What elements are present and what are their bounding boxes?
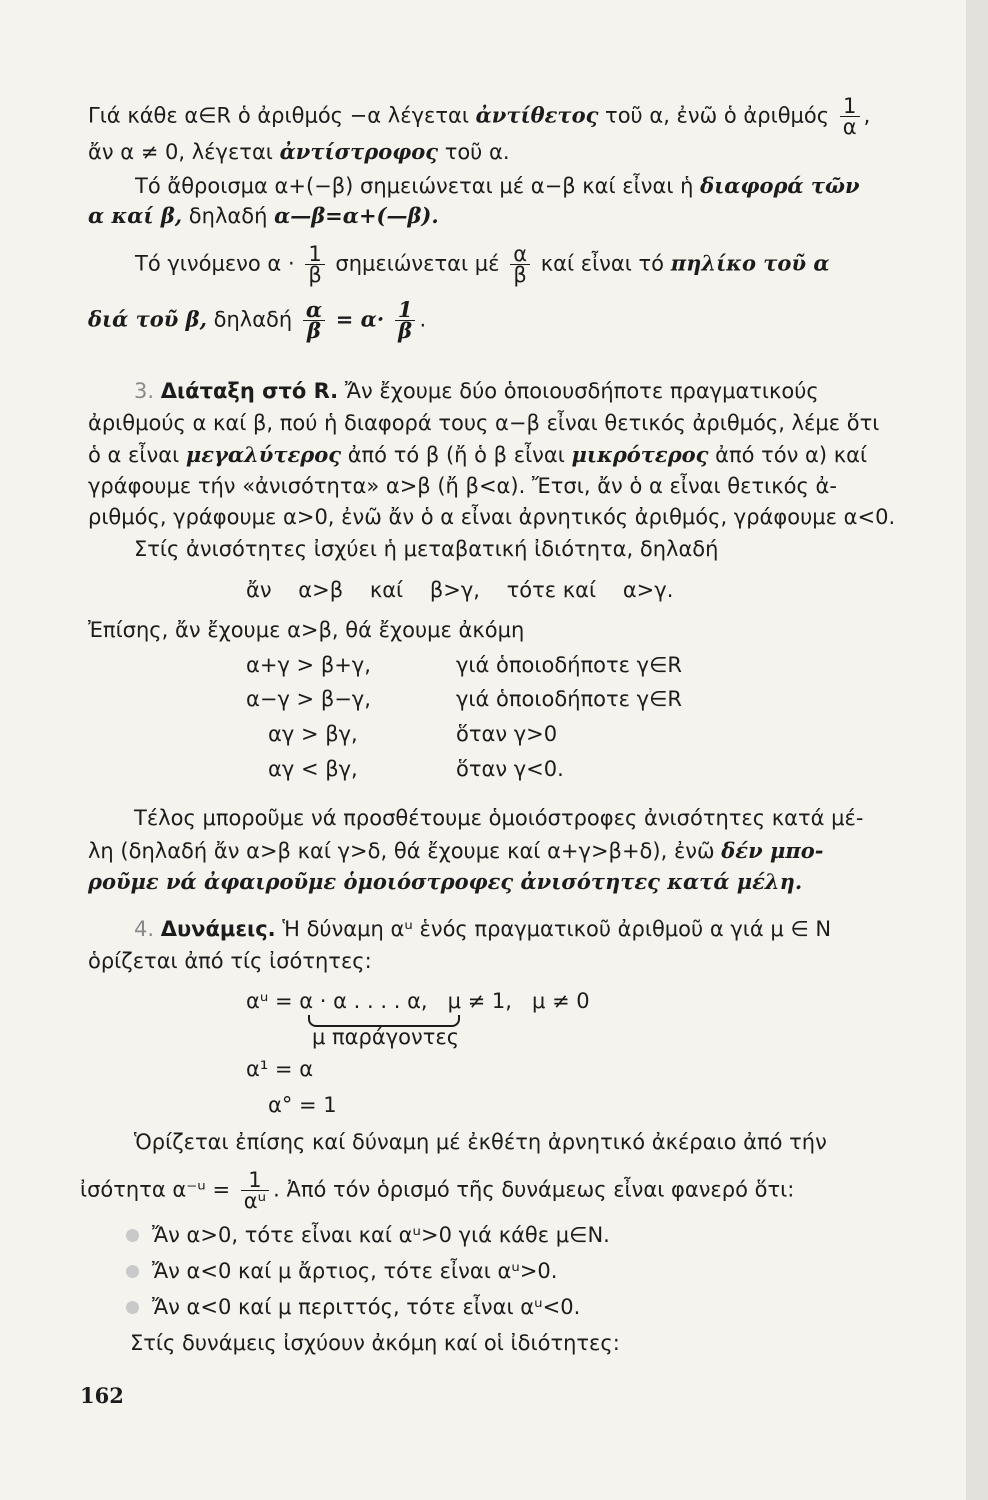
inequality-lhs: αγ > βγ, <box>268 722 358 746</box>
fraction-one-over-beta: $\frac{1}{\beta}$ <box>305 244 324 285</box>
term-smaller: μικρότερος <box>571 442 709 467</box>
definition-reciprocal-line: ἄν α ≠ 0, λέγεται ἀντίστροφος τοῦ α. <box>88 139 510 164</box>
paragraph-line: Τέλος μποροῦμε νά προσθέτουμε ὁμοιόστροφες ἀνισότητες κατά μέ- <box>134 806 864 830</box>
term-reciprocal: ἀντίστροφος <box>279 139 438 164</box>
section-4-heading-line: 4. Δυνάμεις. Ἡ δύναμη αᵘ ἑνός πραγματικοῦ ἀριθμοῦ α γιά μ ∈ N <box>134 917 832 941</box>
inequality-lhs: α+γ > β+γ, <box>246 653 371 677</box>
paragraph-line: ὁρίζεται ἀπό τίς ἰσότητες: <box>88 949 372 973</box>
inequality-condition: γιά ὁποιοδήποτε γ∈R <box>456 687 682 711</box>
negative-power-line: ἰσότητα α⁻ᵘ = $\frac{1}{\text{αᵘ}}$ . Ἀπό τόν ὁρισμό τῆς δυνάμεως εἶναι φανερό ὅτι: <box>80 1168 795 1213</box>
text: τοῦ α, ἐνῶ ὁ ἀριθμός <box>605 103 830 128</box>
paragraph-line: Στίς δυνάμεις ἰσχύουν ἀκόμη καί οἱ ἰδιότητες: <box>130 1331 620 1355</box>
bullet-icon <box>126 1301 139 1314</box>
text: Γιά κάθε α∈R ὁ ἀριθμός −α λέγεται <box>88 103 469 128</box>
bullet-icon <box>126 1229 139 1242</box>
fraction-alpha-over-beta-bold: $\frac{\alpha}{\beta}$ <box>303 300 325 341</box>
difference-definition-line: α καί β, δηλαδή α—β=α+(—β). <box>88 203 439 228</box>
page-edge <box>966 0 988 1500</box>
inequality-condition: γιά ὁποιοδήποτε γ∈R <box>456 653 682 677</box>
paragraph-line: γράφουμε τήν «ἀνισότητα» α>β (ἤ β<α). Ἔτσι, ἄν ὁ α εἶναι θετικός ἀ- <box>88 474 837 498</box>
term-difference: διαφορά τῶν <box>700 173 860 198</box>
power-definition: αᵘ = α · α . . . . α, μ ≠ 1, μ ≠ 0 <box>246 989 590 1013</box>
power-one: α¹ = α <box>246 1057 314 1081</box>
bullet-icon <box>126 1265 139 1278</box>
transitive-property: ἄν α>β καί β>γ, τότε καί α>γ. <box>246 578 674 602</box>
difference-line: Τό ἄθροισμα α+(−β) σημειώνεται μέ α−β καί εἶναι ἡ διαφορά τῶν <box>135 173 860 198</box>
inequality-lhs: αγ < βγ, <box>268 757 358 781</box>
page-number: 162 <box>80 1383 124 1408</box>
factors-label: μ παράγοντες <box>312 1025 460 1049</box>
paragraph-line: ριθμός, γράφουμε α>0, ἐνῶ ἄν ὁ α εἶναι ἀρνητικός ἀριθμός, γράφουμε α<0. <box>88 505 896 529</box>
paragraph-line: ἀριθμούς α καί β, πού ἡ διαφορά τους α−β εἶναι θετικός ἀριθμός, λέμε ὅτι <box>88 411 880 435</box>
inequality-condition: ὅταν γ>0 <box>456 722 558 746</box>
paragraph-line: λη (δηλαδή ἄν α>β καί γ>δ, θά ἔχουμε καί α+γ>β+δ), ἐνῶ δέν μπο- <box>88 838 824 863</box>
list-item: Ἄν α<0 καί μ περιττός, τότε εἶναι αᵘ<0. <box>152 1295 581 1319</box>
fraction-one-over-alpha: $\frac{1}{\alpha}$ <box>840 96 860 137</box>
term-opposite: ἀντίθετος <box>475 102 599 128</box>
power-zero: α° = 1 <box>268 1093 337 1117</box>
paragraph-line: ροῦμε νά ἀφαιροῦμε ὁμοιόστροφες ἀνισότητες κατά μέλη. <box>88 869 803 894</box>
paragraph-line: Ἐπίσης, ἄν ἔχουμε α>β, θά ἔχουμε ἀκόμη <box>88 618 525 642</box>
term-greater: μεγαλύτερος <box>185 442 341 467</box>
paragraph-line: Στίς ἀνισότητες ἰσχύει ἡ μεταβατική ἰδιότητα, δηλαδή <box>134 537 719 561</box>
fraction-one-over-power: $\frac{1}{\text{αᵘ}}$ <box>241 1170 269 1211</box>
section-3-heading-line: 3. Διάταξη στό R. Ἄν ἔχουμε δύο ὁποιουσδήποτε πραγματικούς <box>134 379 819 403</box>
fraction-one-over-beta-bold: $\frac{1}{\beta}$ <box>395 300 416 341</box>
term-quotient: πηλίκο τοῦ α <box>670 250 830 276</box>
paragraph-line: Ὁρίζεται ἐπίσης καί δύναμη μέ ἐκθέτη ἀρνητικό ἀκέραιο ἀπό τήν <box>134 1130 827 1154</box>
definition-opposite-line: Γιά κάθε α∈R ὁ ἀριθμός −α λέγεται ἀντίθετος τοῦ α, ἐνῶ ὁ ἀριθμός $\frac{1}{\alpha}$ , <box>88 94 871 139</box>
paragraph-line: ὁ α εἶναι μεγαλύτερος ἀπό τό β (ἤ ὁ β εἶναι μικρότερος ἀπό τόν α) καί <box>88 442 868 467</box>
list-item: Ἄν α<0 καί μ ἄρτιος, τότε εἶναι αᵘ>0. <box>152 1259 558 1283</box>
list-item: Ἄν α>0, τότε εἶναι καί αᵘ>0 γιά κάθε μ∈N. <box>152 1223 610 1247</box>
section-title: Διάταξη στό R. <box>160 379 339 403</box>
inequality-condition: ὅταν γ<0. <box>456 757 564 781</box>
product-line: Τό γινόμενο α · $\frac{1}{\beta}$ σημειώνεται μέ $\frac{\alpha}{\beta}$ καί εἶναι τό πηλίκο τοῦ α <box>135 242 830 287</box>
quotient-definition-line: διά τοῦ β, δηλαδή $\frac{\alpha}{\beta}$ = α· $\frac{1}{\beta}$ . <box>88 297 427 343</box>
section-number: 3. <box>134 379 155 403</box>
section-number: 4. <box>134 917 155 941</box>
inequality-lhs: α−γ > β−γ, <box>246 687 371 711</box>
fraction-alpha-over-beta: $\frac{\alpha}{\beta}$ <box>510 244 530 285</box>
section-title: Δυνάμεις. <box>160 917 276 941</box>
